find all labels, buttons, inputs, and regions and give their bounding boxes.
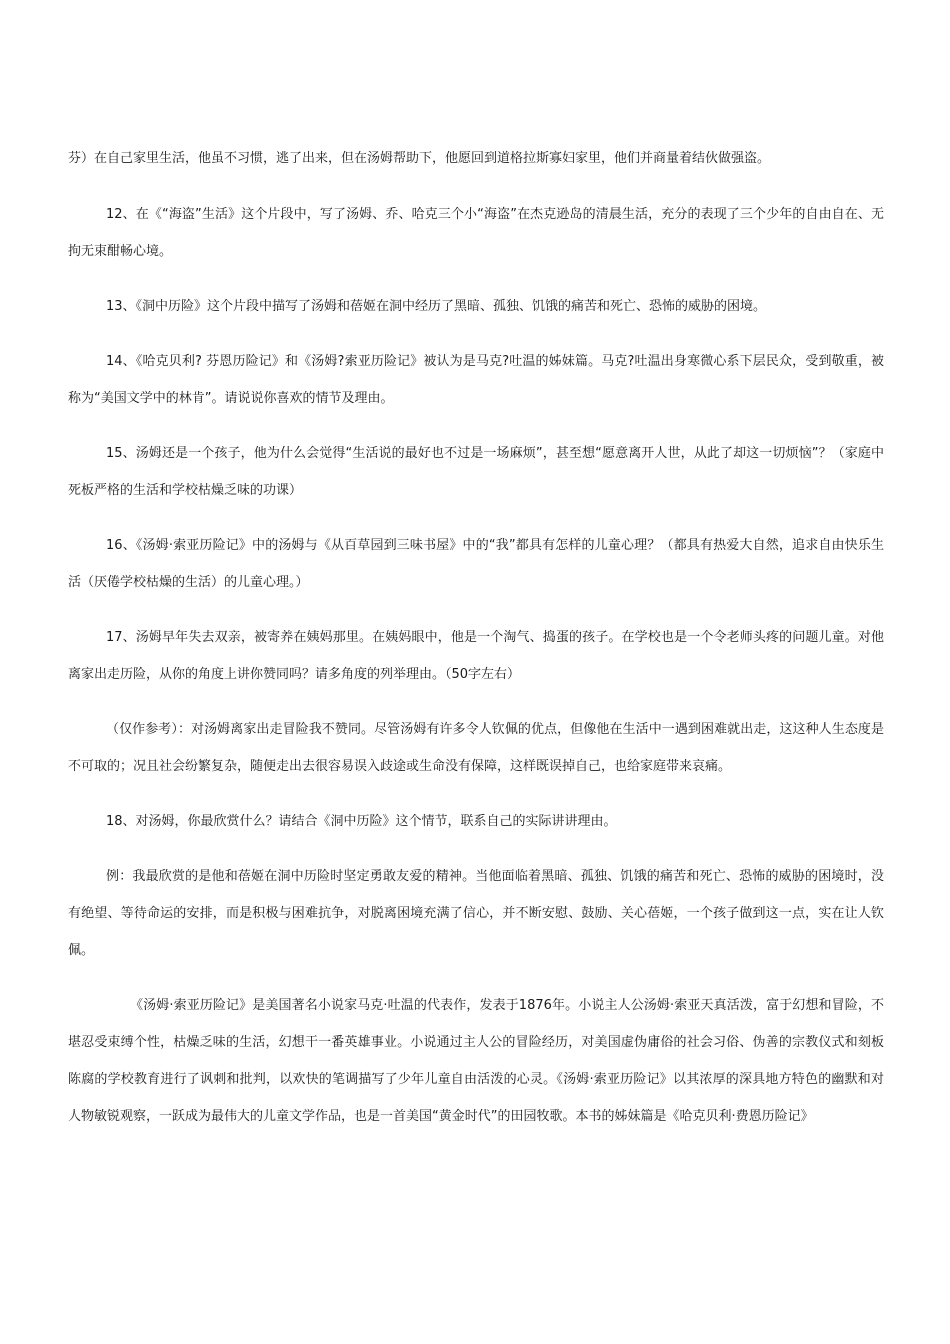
paragraph-book-introduction: 《汤姆·索亚历险记》是美国著名小说家马克·吐温的代表作，发表于1876年。小说主人公汤姆·索亚天真活泼，富于幻想和冒险，不堪忍受束缚个性，枯燥乏味的生活，幻想干一番英雄事业。小说通过主人公的冒险经历，对美国虚伪庸俗的社会习俗、伪善的宗教仪式和刻板陈腐的学校教育进行了讽刺和批判，以欢快的笔调描写了少年儿童自由活泼的心灵。《汤姆·索亚历险记》以其浓厚的深具地方特色的幽默和对人物敏锐观察，一跃成为最伟大的儿童文学作品，也是一首美国“黄金时代”的田园牧歌。本书的姊妹篇是《哈克贝利·费恩历险记》 (68, 998, 884, 1124)
paragraph-reference-answer: （仅作参考）：对汤姆离家出走冒险我不赞同。尽管汤姆有许多令人钦佩的优点，但像他在生活中一遇到困难就出走，这这种人生态度是不可取的；况且社会纷繁复杂，随便走出去很容易误入歧途或生命没有保障，这样既误掉自己，也给家庭带来哀痛。 (68, 722, 884, 774)
paragraph-item-15: 15、汤姆还是一个孩子，他为什么会觉得“生活说的最好也不过是一场麻烦”，甚至想“愿意离开人世，从此了却这一切烦恼”？（家庭中死板严格的生活和学校枯燥乏味的功课） (68, 446, 884, 498)
paragraph-item-13: 13、《洞中历险》这个片段中描写了汤姆和蓓姬在洞中经历了黑暗、孤独、饥饿的痛苦和死亡、恐怖的威胁的困境。 (106, 299, 767, 314)
paragraph-item-17: 17、汤姆早年失去双亲，被寄养在姨妈那里。在姨妈眼中，他是一个淘气、捣蛋的孩子。在学校也是一个令老师头疼的问题儿童。对他离家出走历险，从你的角度上讲你赞同吗？请多角度的列举理由。（50字左右） (68, 630, 884, 682)
paragraph-item-14: 14、《哈克贝利? 芬恩历险记》和《汤姆?索亚历险记》被认为是马克?吐温的姊妹篇。马克?吐温出身寒微心系下层民众，受到敬重，被称为“美国文学中的林肯”。请说说你喜欢的情节及理由。 (68, 354, 884, 406)
paragraph-item-12: 12、在《“海盗”生活》这个片段中，写了汤姆、乔、哈克三个小“海盗”在杰克逊岛的清晨生活，充分的表现了三个少年的自由自在、无拘无束酣畅心境。 (68, 207, 884, 259)
paragraph-example-answer: 例：我最欣赏的是他和蓓姬在洞中历险时坚定勇敢友爱的精神。当他面临着黑暗、孤独、饥饿的痛苦和死亡、恐怖的威胁的困境时，没有绝望、等待命运的安排，而是积极与困难抗争，对脱离困境充满了信心，并不断安慰、鼓励、关心蓓姬，一个孩子做到这一点，实在让人钦佩。 (68, 869, 884, 958)
paragraph-item-18: 18、对汤姆，你最欣赏什么？请结合《洞中历险》这个情节，联系自己的实际讲讲理由。 (106, 814, 617, 829)
paragraph-item-16: 16、《汤姆·索亚历险记》中的汤姆与《从百草园到三味书屋》中的“我”都具有怎样的儿童心理？（都具有热爱大自然，追求自由快乐生活（厌倦学校枯燥的生活）的儿童心理。） (68, 538, 884, 590)
paragraph-continuation: 芬）在自己家里生活，他虽不习惯，逃了出来，但在汤姆帮助下，他愿回到道格拉斯寡妇家里，他们并商量着结伙做强盗。 (68, 151, 771, 166)
